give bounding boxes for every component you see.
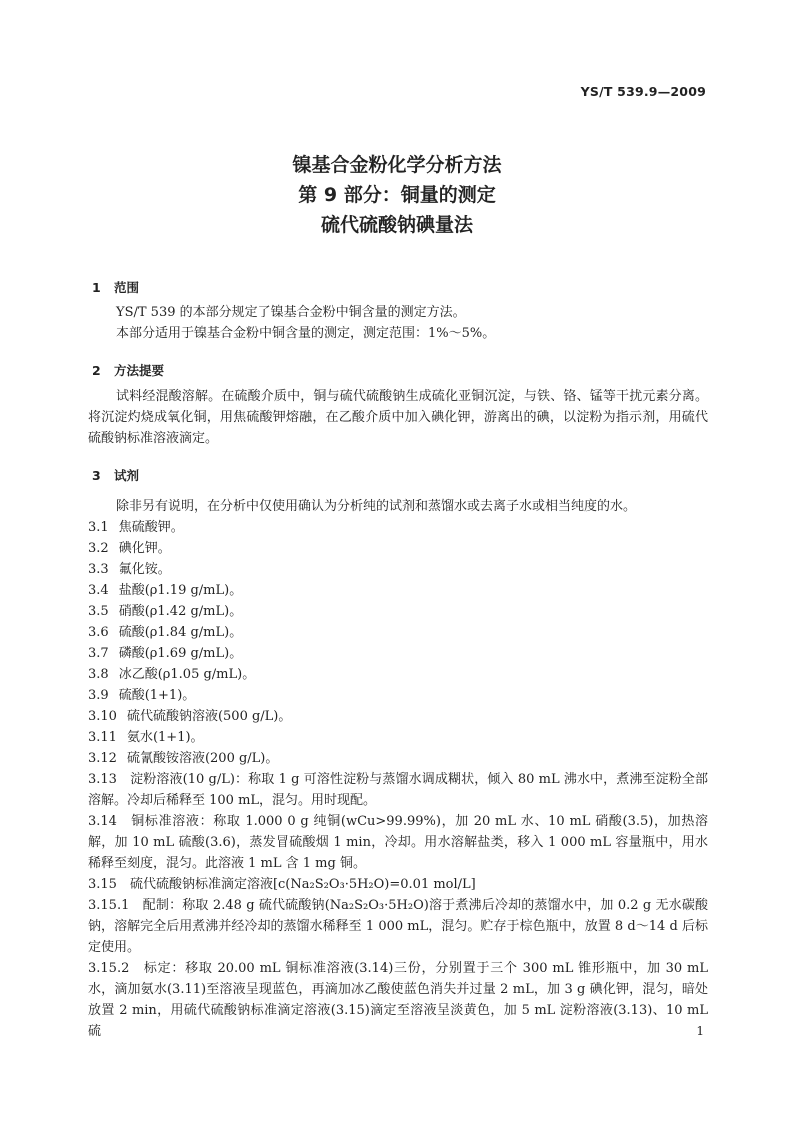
reagent-item-3-13: 3.13 淀粉溶液(10 g/L)：称取 1 g 可溶性淀粉与蒸馏水调成糊状，倾入 80 mL 沸水中，煮沸至淀粉全部溶解。冷却后稀释至 100 mL，混匀。用时现配。: [88, 772, 708, 808]
standard-code: YS/T 539.9—2009: [580, 84, 706, 99]
item-text: 氨水(1+1)。: [126, 730, 204, 745]
paragraph: 试料经混酸溶解。在硫酸介质中，铜与硫代硫酸钠生成硫化亚铜沉淀，与铁、铬、锰等干扰元素分离。将沉淀灼烧成氧化铜，用焦硫酸钾熔融，在乙酸介质中加入碘化钾，游离出的碘，以淀粉为指示剂，用硫代硫酸钠标准溶液滴定。: [88, 389, 708, 446]
item-text: 磷酸(ρ1.69 g/mL)。: [118, 646, 243, 661]
reagent-item: [88, 580, 708, 601]
item-text: 硫氰酸铵溶液(200 g/L)。: [126, 751, 279, 766]
paragraph: 除非另有说明，在分析中仅使用确认为分析纯的试剂和蒸馏水或去离子水或相当纯度的水。: [116, 499, 637, 514]
item-number: 3.2: [88, 541, 109, 556]
reagent-item-3-14: 3.14 铜标准溶液：称取 1.000 0 g 纯铜(wCu>99.99%)，加 20 mL 水、10 mL 硝酸(3.5)，加热溶解，加 10 mL 硫酸(3.6)，蒸发冒硫酸烟 1 min，冷却。用水溶解盐类，移入 1 000 mL 容量瓶中，用水稀释至刻度，混匀。此溶液 1 mL 含 1 mg 铜。: [88, 814, 708, 871]
section-heading-2: [92, 361, 164, 379]
document-title-line1: 镍基合金粉化学分析方法: [292, 154, 502, 176]
item-number: 3.3: [88, 562, 109, 577]
item-number: 3.4: [88, 583, 109, 598]
reagent-item-3-15-1: 3.15.1 配制：称取 2.48 g 硫代硫酸钠(Na₂S₂O₃·5H₂O)溶于煮沸后冷却的蒸馏水中，加 0.2 g 无水碳酸钠，溶解完全后用煮沸并经冷却的蒸馏水稀释至 1 000 mL，混匀。贮存于棕色瓶中，放置 8 d～14 d 后标定使用。: [88, 898, 708, 955]
reagent-item: [88, 685, 708, 706]
reagent-item: [88, 622, 708, 643]
section-number: 3: [92, 468, 101, 483]
section-number: 1: [92, 280, 101, 295]
item-text: 冰乙酸(ρ1.05 g/mL)。: [118, 667, 256, 682]
reagent-item: [88, 538, 708, 559]
section-heading-3: [92, 466, 139, 484]
section-number: 2: [92, 363, 101, 378]
item-text: 氟化铵。: [118, 562, 171, 577]
paragraph: 本部分适用于镍基合金粉中铜含量的测定，测定范围：1%～5%。: [116, 326, 496, 341]
section-heading-1: [92, 278, 139, 296]
item-number: 3.5: [88, 604, 109, 619]
item-text: 硫酸(1+1)。: [118, 688, 196, 703]
item-text: 碘化钾。: [118, 541, 171, 556]
reagent-item: [88, 748, 708, 769]
item-text: 硝酸(ρ1.42 g/mL)。: [118, 604, 243, 619]
reagent-item: [88, 601, 708, 622]
reagent-item: [88, 706, 708, 727]
item-number: 3.9: [88, 688, 109, 703]
item-text: 硫酸(ρ1.84 g/mL)。: [118, 625, 243, 640]
item-number: 3.1: [88, 520, 109, 535]
item-number: 3.12: [88, 751, 117, 766]
document-title-line2: 第 9 部分：铜量的测定: [298, 184, 496, 206]
section-title: 试剂: [114, 468, 140, 483]
item-number: 3.11: [88, 730, 117, 745]
section-title: 范围: [114, 280, 140, 295]
reagent-item: [88, 643, 708, 664]
item-number: 3.10: [88, 709, 117, 724]
page-number: 1: [696, 1024, 704, 1038]
item-text: 硫代硫酸钠溶液(500 g/L)。: [126, 709, 292, 724]
paragraph: YS/T 539 的本部分规定了镍基合金粉中铜含量的测定方法。: [116, 305, 466, 320]
reagent-item-3-15-2: 3.15.2 标定：移取 20.00 mL 铜标准溶液(3.14)三份，分别置于三个 300 mL 锥形瓶中，加 30 mL 水，滴加氨水(3.11)至溶液呈现蓝色，再滴加冰乙酸使蓝色消失并过量 2 mL，加 3 g 碘化钾，混匀，暗处放置 2 min，用硫代硫酸钠标准滴定溶液(3.15)滴定至溶液呈淡黄色，加 5 mL 淀粉溶液(3.13)、10 mL 硫: [88, 961, 708, 1039]
reagent-item: [88, 727, 708, 748]
reagent-item: [88, 664, 708, 685]
item-number: 3.7: [88, 646, 109, 661]
reagent-item: [88, 559, 708, 580]
item-text: 盐酸(ρ1.19 g/mL)。: [118, 583, 243, 598]
reagent-item-3-15: 3.15 硫代硫酸钠标准滴定溶液[c(Na₂S₂O₃·5H₂O)=0.01 mol/L]: [88, 877, 476, 892]
item-number: 3.8: [88, 667, 109, 682]
section-title: 方法提要: [114, 363, 165, 378]
document-title-line3: 硫代硫酸钠碘量法: [320, 214, 473, 236]
item-text: 焦硫酸钾。: [118, 520, 184, 535]
reagent-item: [88, 517, 708, 538]
item-number: 3.6: [88, 625, 109, 640]
